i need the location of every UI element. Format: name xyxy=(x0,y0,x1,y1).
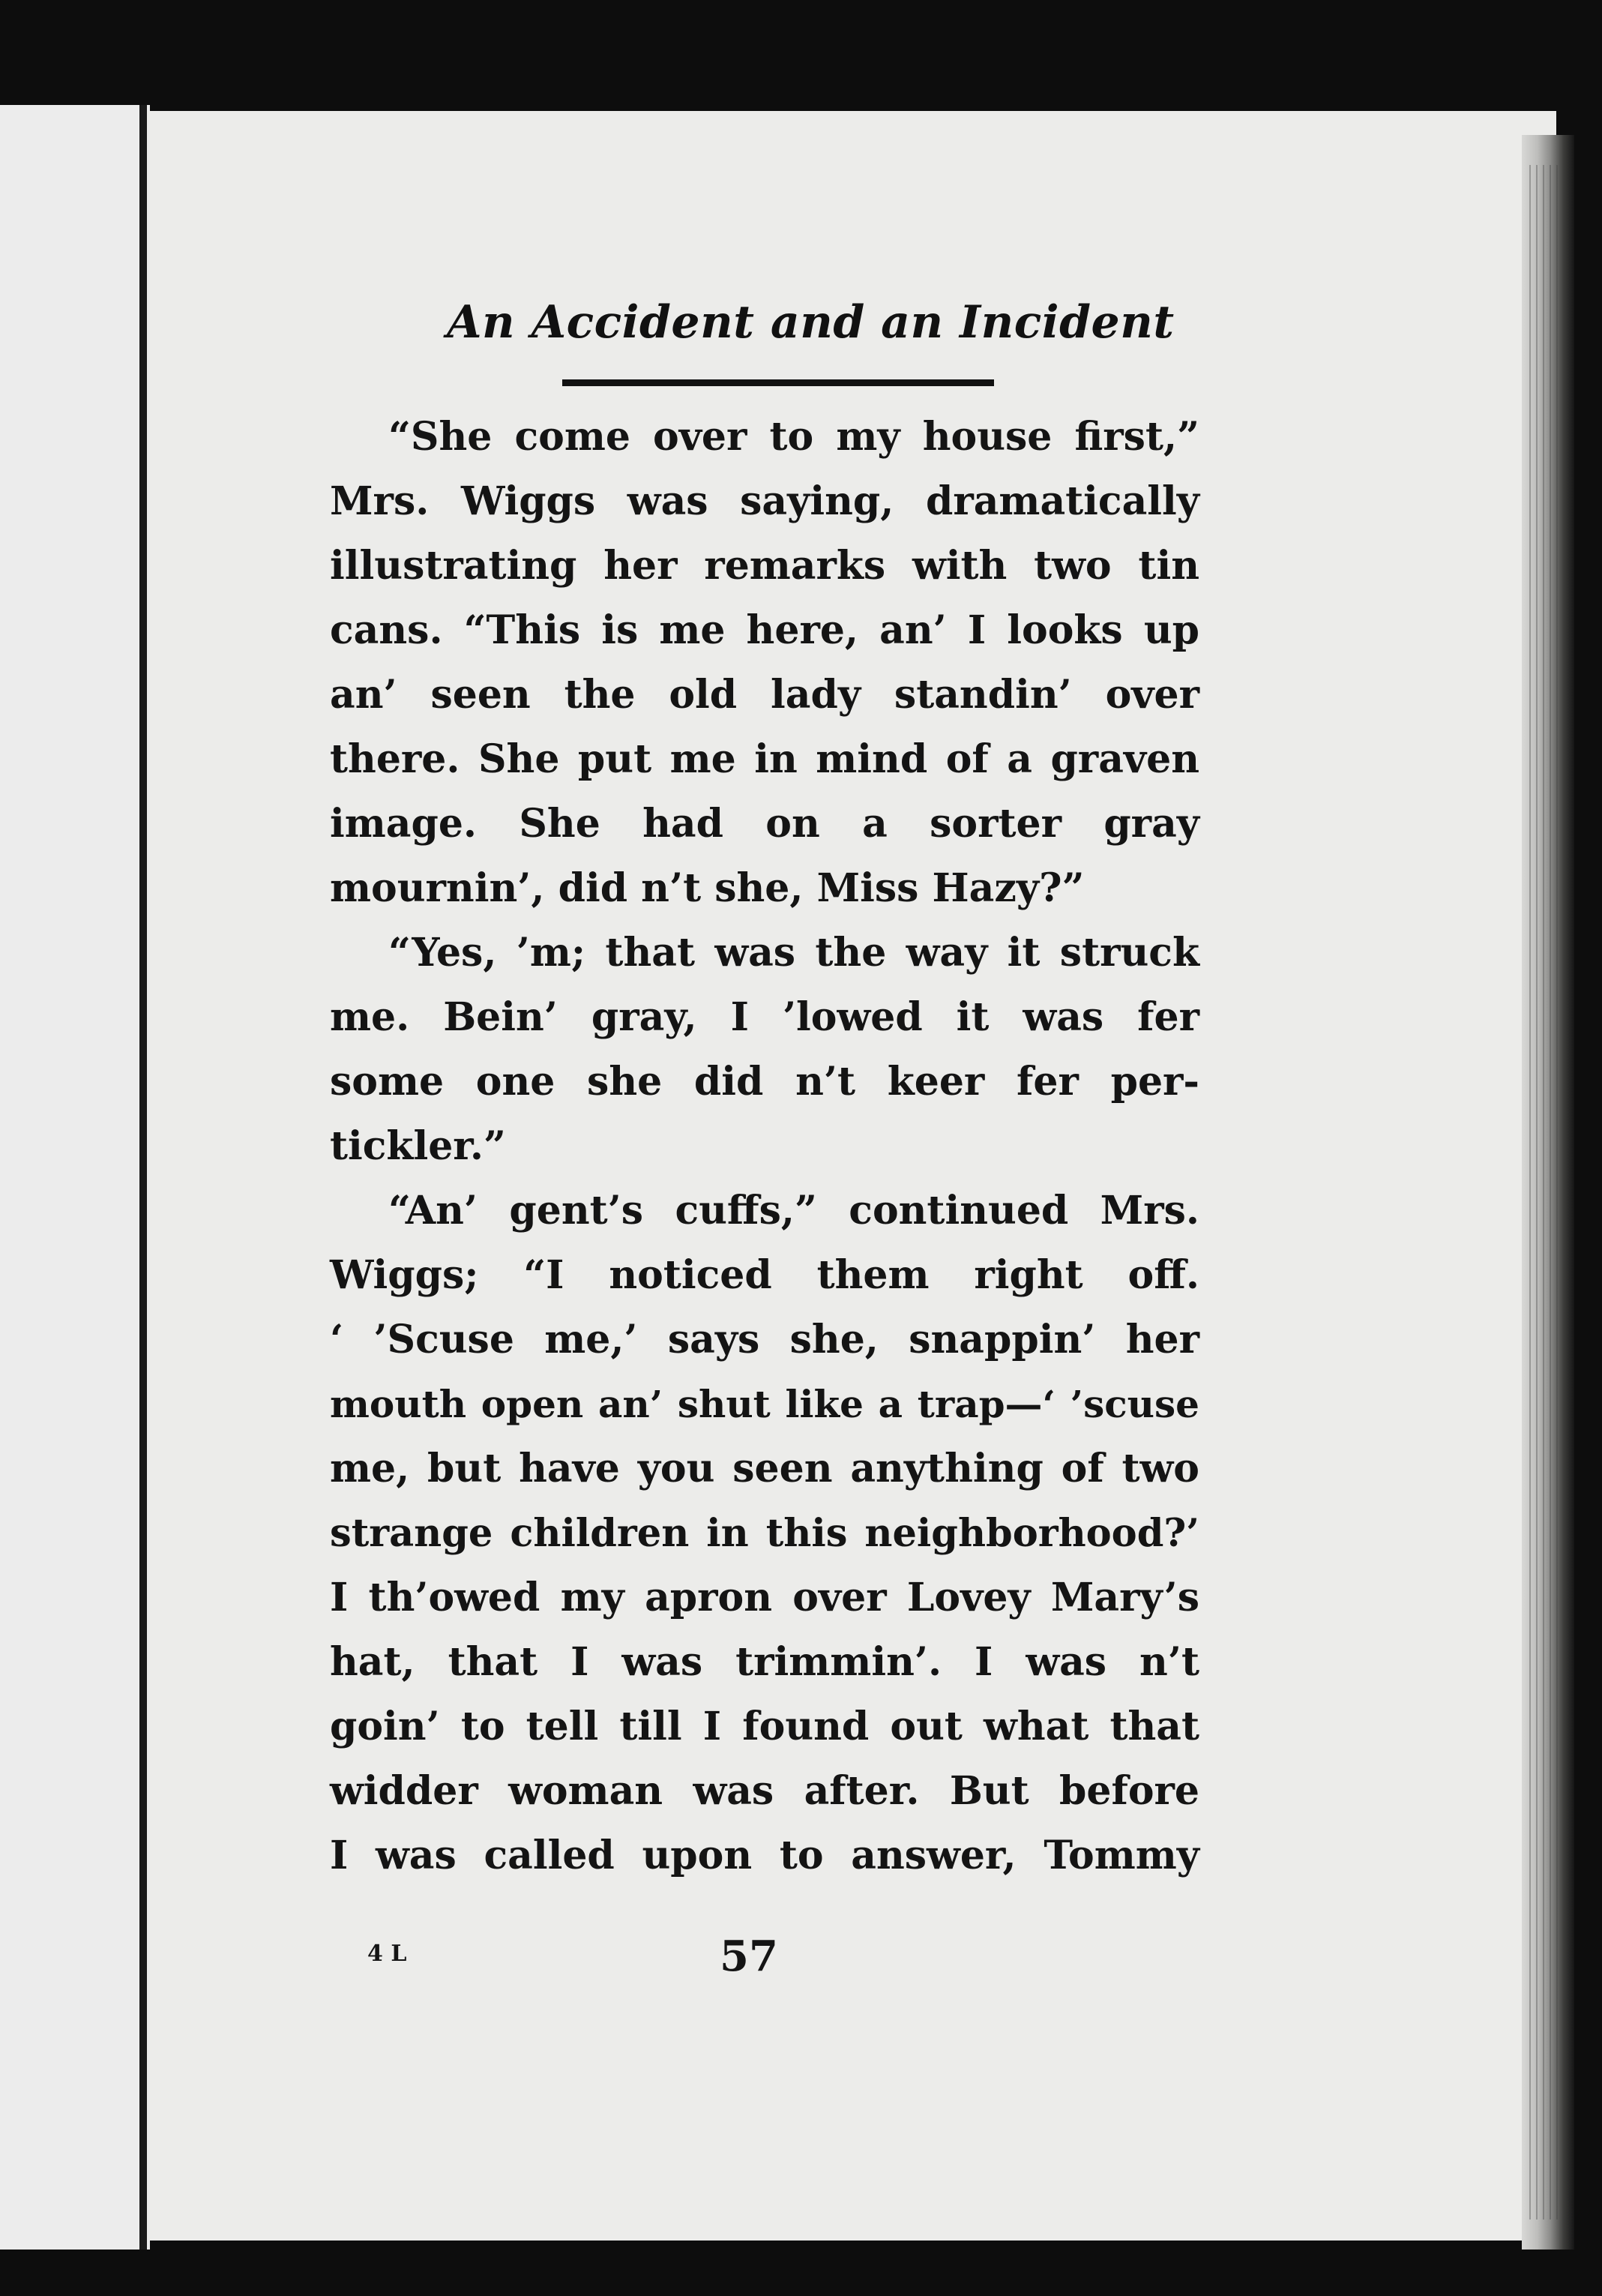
running-header: An Accident and an Incident xyxy=(447,296,1175,349)
text-line: mournin’, did n’t she, Miss Hazy?” xyxy=(330,865,1085,911)
text-line: I th’owed my apron over Lovey Mary’s xyxy=(330,1575,1199,1620)
text-line: me, but have you seen anything of two xyxy=(330,1446,1199,1491)
page-number: 57 xyxy=(720,1932,778,1981)
text-line: ‘ ’Scuse me,’ says she, snappin’ her xyxy=(330,1317,1199,1362)
text-line: “She come over to my house first,” xyxy=(388,414,1199,460)
page-footer xyxy=(330,1932,1199,1992)
signature-mark: 4 L xyxy=(367,1941,407,1967)
text-line: cans. “This is me here, an’ I looks up xyxy=(330,607,1199,653)
header-rule xyxy=(562,379,994,386)
text-line: widder woman was after. But before xyxy=(330,1768,1199,1814)
text-line: “Yes, ’m; that was the way it struck xyxy=(388,930,1199,976)
body-text xyxy=(330,405,1199,1888)
text-line: Wiggs; “I noticed them right off. xyxy=(330,1252,1199,1298)
text-line: strange children in this neighborhood?’ xyxy=(330,1511,1199,1556)
page-stack-lines xyxy=(1529,165,1559,2220)
text-line: illustrating her remarks with two tin xyxy=(330,543,1199,589)
text-line: goin’ to tell till I found out what that xyxy=(330,1704,1199,1749)
book-gutter xyxy=(139,105,147,2250)
text-line: Mrs. Wiggs was saying, dramatically xyxy=(330,478,1199,524)
facing-page-edge xyxy=(0,105,150,2250)
text-line: tickler.” xyxy=(330,1123,506,1169)
text-line: “An’ gent’s cuffs,” continued Mrs. xyxy=(388,1188,1199,1233)
text-line: an’ seen the old lady standin’ over xyxy=(330,672,1199,718)
text-line: there. She put me in mind of a graven xyxy=(330,736,1199,782)
text-line: I was called upon to answer, Tommy xyxy=(330,1833,1199,1878)
text-line: mouth open an’ shut like a trap—‘ ’scuse xyxy=(330,1382,1199,1426)
text-line: hat, that I was trimmin’. I was n’t xyxy=(330,1639,1199,1685)
text-line: image. She had on a sorter gray xyxy=(330,801,1199,847)
text-line: some one she did n’t keer fer per- xyxy=(330,1059,1199,1105)
text-line: me. Bein’ gray, I ’lowed it was fer xyxy=(330,994,1199,1040)
